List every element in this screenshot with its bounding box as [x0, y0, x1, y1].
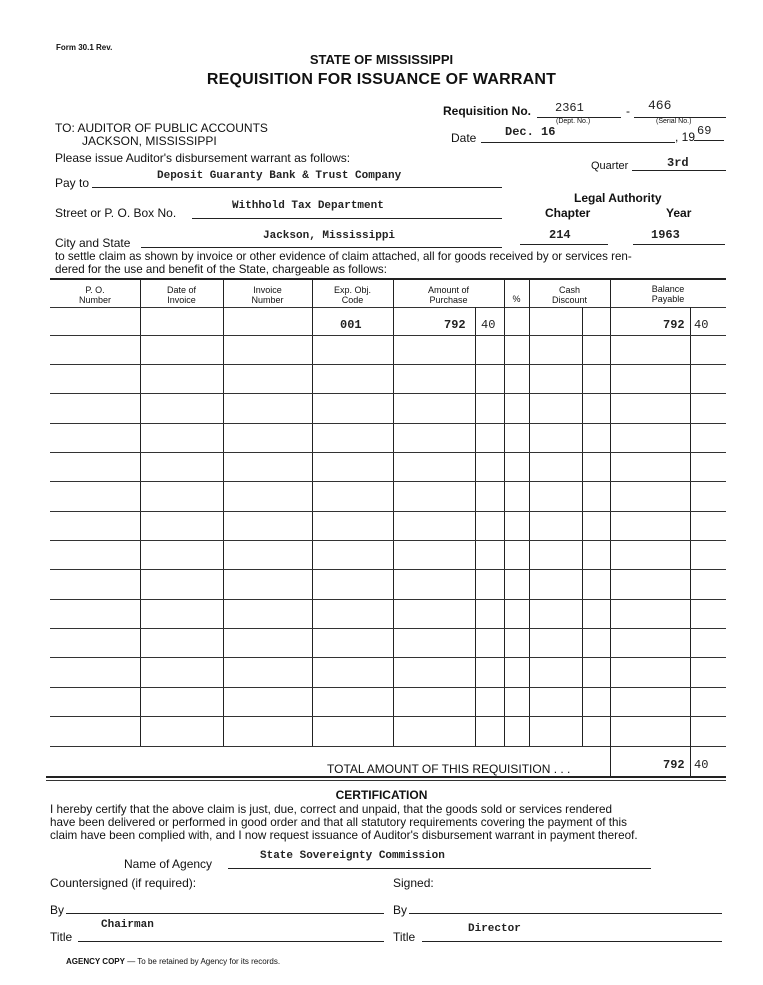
- serial-no-caption: (Serial No.): [656, 118, 692, 125]
- left-by-label: By: [50, 903, 65, 917]
- total-cents: 40: [694, 758, 709, 772]
- amount-dollars-cell: 792: [444, 318, 466, 332]
- agency-copy-label: AGENCY COPY: [66, 957, 125, 966]
- date-label: Date: [451, 131, 477, 145]
- header-amount-of-purchase: Amount of Purchase: [427, 285, 470, 305]
- footer-note: [66, 957, 280, 966]
- header-percent: %: [512, 294, 521, 304]
- street-label: Street or P. O. Box No.: [55, 206, 177, 220]
- exp-code-cell: 001: [340, 318, 362, 332]
- total-dollars: 792: [663, 758, 685, 772]
- balance-dollars-cell: 792: [663, 318, 685, 332]
- instruction-text: Please issue Auditor's disbursement warrant as follows:: [55, 151, 351, 165]
- dept-no-caption: (Dept. No.): [556, 118, 591, 125]
- right-by-label: By: [393, 903, 408, 917]
- certification-line3: claim have been complied with, and I now request issuance of Auditor's disbursement warrant in payment thereof.: [50, 829, 638, 842]
- requisition-dash: -: [626, 104, 630, 118]
- countersigned-label: Countersigned (if required):: [50, 876, 197, 890]
- agency-value: State Sovereignty Commission: [260, 850, 445, 862]
- certification-line1: I hereby certify that the above claim is just, due, correct and unpaid, that the goods sold or services rendered: [50, 803, 612, 816]
- pay-to-label: Pay to: [55, 176, 90, 190]
- right-title-label: Title: [393, 930, 416, 944]
- header-exp-obj-code: Exp. Obj. Code: [333, 285, 371, 305]
- serial-number: 466: [648, 98, 672, 113]
- signed-label: Signed:: [393, 876, 434, 890]
- right-title-value: Director: [468, 923, 521, 935]
- header-date-of-invoice: Date of Invoice: [166, 285, 197, 305]
- date-value: Dec. 16: [505, 125, 556, 139]
- left-title-label: Title: [50, 930, 73, 944]
- amount-cents-cell: 40: [481, 318, 496, 332]
- header-cash-discount: Cash Discount: [551, 285, 587, 305]
- chapter-value: 214: [549, 228, 571, 242]
- certification-line2: have been delivered or performed in good order and that all statutory requirements covering the payment of this: [50, 816, 627, 829]
- city-value: Jackson, Mississippi: [263, 230, 396, 242]
- state-title: STATE OF MISSISSIPPI: [309, 52, 454, 67]
- page-title: REQUISITION FOR ISSUANCE OF WARRANT: [206, 71, 557, 88]
- left-title-value: Chairman: [101, 919, 154, 931]
- header-po-number: P. O. Number: [78, 285, 111, 305]
- addressee-line1: TO: AUDITOR OF PUBLIC ACCOUNTS: [55, 121, 268, 135]
- street-value: Withhold Tax Department: [232, 200, 384, 212]
- form-number: Form 30.1 Rev.: [56, 43, 113, 52]
- year-prefix: , 19: [675, 130, 696, 144]
- header-balance-payable: Balance Payable: [651, 284, 685, 304]
- year-value: 69: [697, 124, 712, 138]
- requisition-label: Requisition No.: [443, 104, 531, 118]
- legal-year-label: Year: [666, 206, 692, 220]
- agency-label: Name of Agency: [124, 857, 213, 871]
- header-invoice-number: Invoice Number: [251, 285, 284, 305]
- addressee-line2: JACKSON, MISSISSIPPI: [82, 134, 217, 148]
- pay-to-value: Deposit Guaranty Bank & Trust Company: [157, 170, 402, 182]
- dept-number: 2361: [555, 101, 584, 115]
- total-label: TOTAL AMOUNT OF THIS REQUISITION . . .: [327, 762, 571, 776]
- legal-year-value: 1963: [651, 228, 680, 242]
- city-label: City and State: [55, 236, 131, 250]
- quarter-label: Quarter: [591, 160, 629, 172]
- agency-copy-text: — To be retained by Agency for its records.: [127, 957, 281, 966]
- chapter-label: Chapter: [545, 206, 591, 220]
- settle-text-line1: to settle claim as shown by invoice or other evidence of claim attached, all for goods received by or services ren-: [55, 250, 632, 263]
- legal-authority-heading: Legal Authority: [574, 191, 662, 205]
- settle-text-line2: dered for the use and benefit of the State, chargeable as follows:: [55, 263, 387, 276]
- quarter-value: 3rd: [667, 156, 689, 170]
- balance-cents-cell: 40: [694, 318, 709, 332]
- certification-heading: CERTIFICATION: [335, 788, 428, 802]
